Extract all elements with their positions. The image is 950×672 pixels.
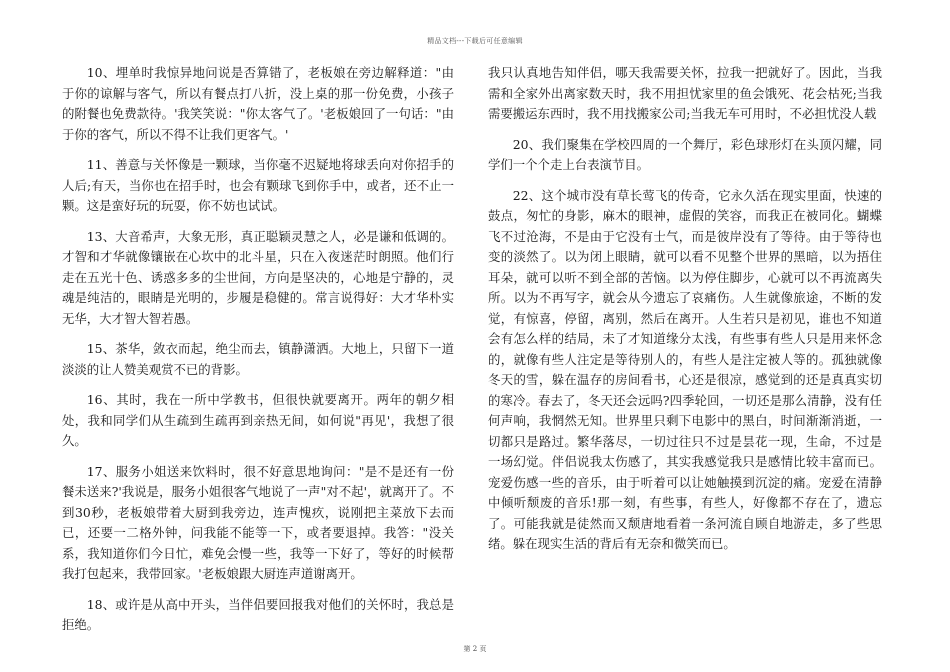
paragraph-16: 16、其时，我在一所中学教书，但很快就要离开。两年的朝夕相处，我和同学们从生疏到生疏再到亲热无间，如何说"再见'，我想了很久。 — [62, 392, 454, 448]
page-number: 第 2 页 — [463, 645, 487, 653]
page-header: 精品文档---下载后可任意编辑 — [427, 37, 523, 45]
paragraph-20: 20、我们聚集在学校四周的一个舞厅，彩色球形灯在头顶闪耀，同学们一个个走上台表演节目。 — [488, 136, 882, 172]
paragraph-18-continued: 我只认真地告知伴侣，哪天我需要关怀，拉我一把就好了。因此，当我需和全家外出离家数天时，我不用担忧家里的鱼会饿死、花会枯死;当我需要搬运东西时，我不用找搬家公司;当我无车可用时，不必担忧没人载 — [488, 65, 882, 121]
paragraph-15: 15、茶华，敛衣而起，绝尘而去，镇静潇洒。大地上，只留下一道淡淡的让人赞美观赏不已的背影。 — [62, 341, 454, 377]
paragraph-22: 22、这个城市没有草长莺飞的传奇，它永久活在现实里面，快速的鼓点，匆忙的身影，麻木的眼神，虚假的笑容，而我正在被同化。蝴蝶飞不过沧海，不是由于它没有士气，而是彼岸没有了等待。由于等待也变的淡然了。以为闭上眼睛，就可以看不见整个世界的黑暗，以为捂住耳朵，就可以听不到全部的苦恼。以为停住脚步，心就可以不再流离失所。以为不再写字，就会从今遗忘了哀痛伤。人生就像旅途，不断的发觉，有惊喜，停留，离别，然后在离开。人生若只是初见，谁也不知道会有怎么样的结局，未了才知道缘分太浅，有些事有些人只是用来怀念的，就像有些人注定是等待别人的，有些人是注定被人等的。孤独就像冬天的雪，躲在温存的房间看书，心还是很凉，感觉到的还是真真实切的寒冷。春去了，冬天还会远吗?四季轮回，一切还是那么清静，没有任何声响，我惘然无知。世界里只剩下电影中的黑白，时间渐渐消逝，一切都只是路过。繁华落尽，一切过往只不过是昙花一现，生命，不过是一场幻觉。伴侣说我太伤感了，其实我感觉我只是感情比较丰富而已。宠爱伤感一些的音乐，由于听着可以让她触摸到沉淀的痛。宠爱在清静中倾听颓废的音乐!那一刻，有些事，有些人，好像都不存在了，遗忘了。可能我就是徒然而又颓唐地看着一条河流自顾自地游走，多了些思绪。躲在现实生活的背后有无奈和微笑而已。 — [488, 187, 882, 551]
paragraph-10: 10、埋单时我惊异地问说是否算错了，老板娘在旁边解释道："由于你的谅解与客气，所以有餐点打八折，没上桌的那一份免费，小孩子的附餐也免费款待。'我笑笑说："你太客气了。'老板娘回了一句话："由于你的客气，所以不得不让我们更客气。' — [62, 65, 454, 142]
paragraph-17: 17、服务小姐送来饮料时，很不好意思地询问："是不是还有一份餐未送来?'我说是，服务小姐很客气地说了一声"对不起'，就离开了。不到30秒，老板娘带着大厨到我旁边，连声愧疚，说刚把主菜放下去而已，还要一二格外钟，问我能不能等一下，或者要退掉。我答："没关系，我知道你们今日忙，难免会慢一些，我等一下好了，等好的时候帮我打包起来，我带回家。'老板娘跟大厨连声道谢离开。 — [62, 463, 454, 581]
paragraph-13: 13、大音希声，大象无形，真正聪颖灵慧之人，必是谦和低调的。才智和才华就像镶嵌在心坎中的北斗星，只在入夜迷茫时朗照。他们行走在五光十色、诱惑多多的尘世间，方向是坚决的，心地是宁静的，灵魂是纯洁的，眼睛是光明的，步履是稳健的。常言说得好：大才华朴实无华，大才智大智若愚。 — [62, 228, 454, 326]
paragraph-11: 11、善意与关怀像是一颗球，当你毫不迟疑地将球丢向对你招手的人后;有天，当你也在招手时，也会有颗球飞到你手中，或者，还不止一颗。这是蛮好玩的玩耍，你不妨也试试。 — [62, 157, 454, 213]
right-column — [488, 63, 882, 565]
left-column — [62, 63, 454, 646]
paragraph-18: 18、或许是从高中开头，当伴侣要回报我对他们的关怀时，我总是拒绝。 — [62, 596, 454, 632]
